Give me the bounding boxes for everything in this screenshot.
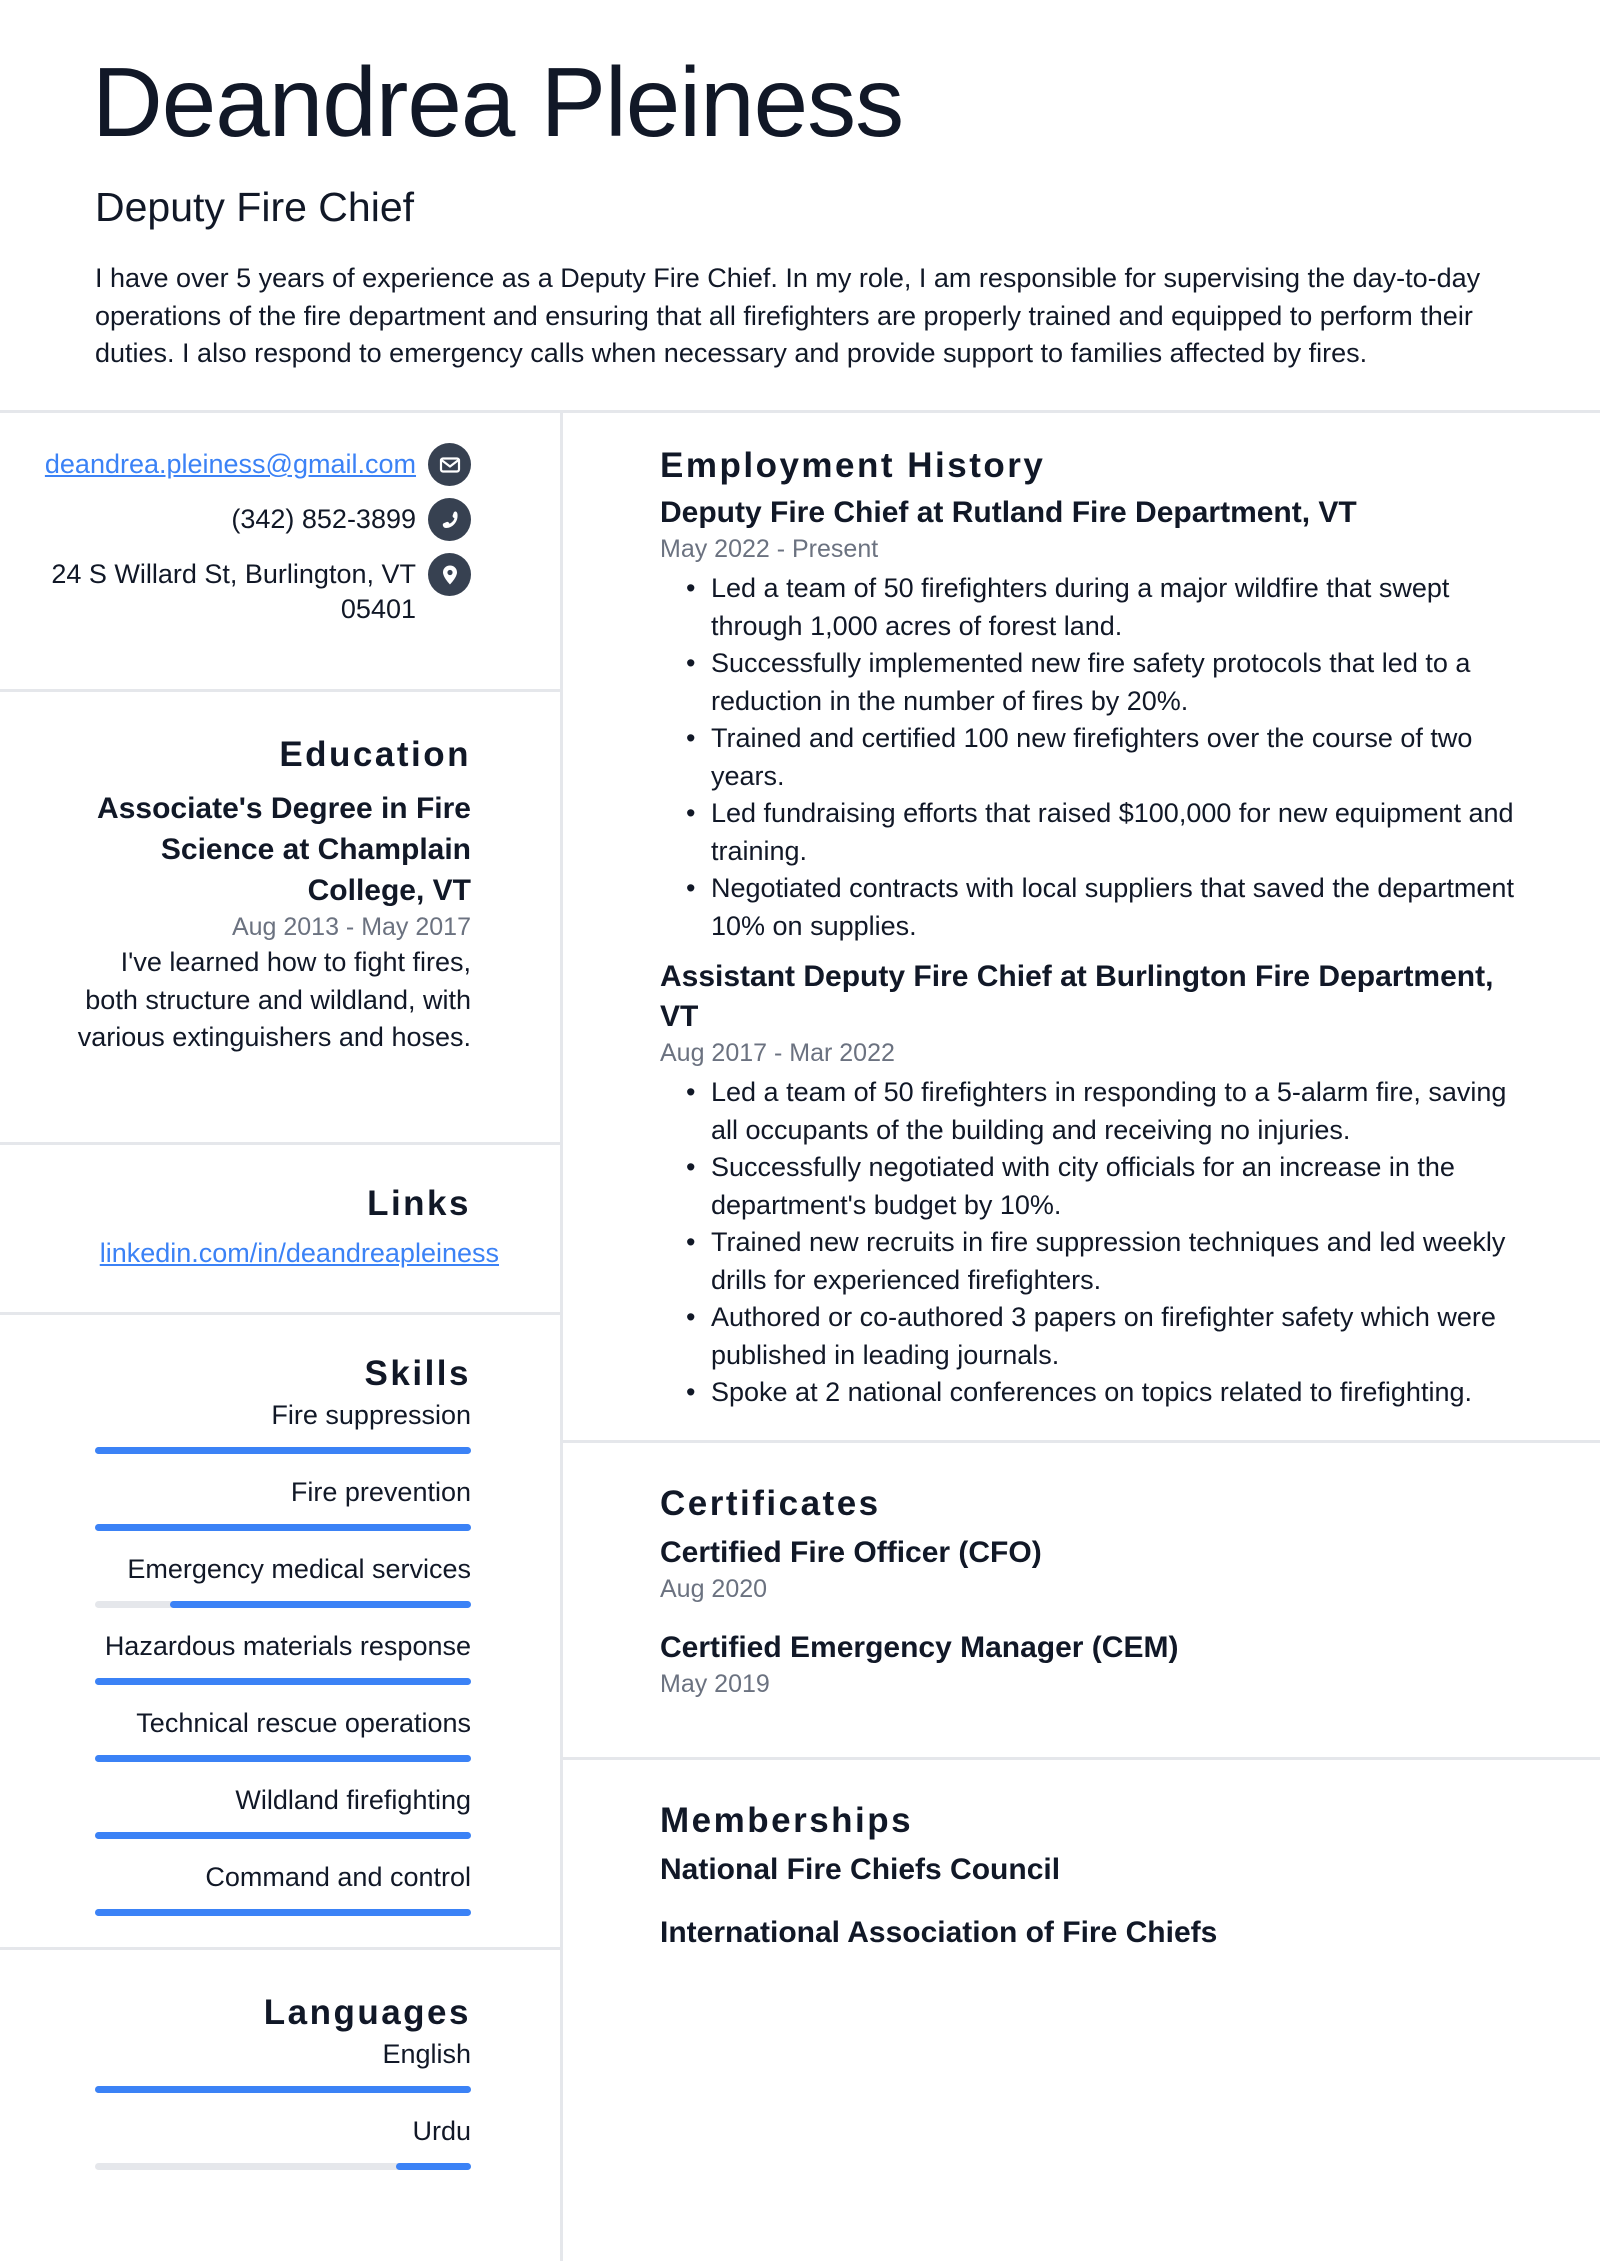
skills-section [0,1315,563,1950]
education-section [0,692,563,1145]
skill-item [95,1705,471,1762]
skill-level-bar [95,1755,471,1762]
address: 24 S Willard St, Burlington, VT 05401 [51,559,416,624]
language-item [95,2036,471,2093]
job-bullet: • Successfully negotiated with city officials for an increase in the department's budget by 10%. [660,1149,1530,1224]
job-bullet: • Trained new recruits in fire suppression techniques and led weekly drills for experienced firefighters. [660,1224,1530,1299]
links-heading: Links [367,1184,471,1223]
candidate-title: Deputy Fire Chief [95,184,415,230]
phone-number: (342) 852-3899 [231,504,416,534]
job-bullet: • Trained and certified 100 new firefighters over the course of two years. [660,720,1530,795]
certificate-date: May 2019 [660,1670,770,1698]
certificate-title: Certified Emergency Manager (CEM) [660,1631,1179,1664]
skill-item [95,1474,471,1531]
job-bullet: • Led a team of 50 firefighters in responding to a 5-alarm fire, saving all occupants of the building and receiving no injuries. [660,1074,1530,1149]
job-bullet: • Led a team of 50 firefighters during a major wildfire that swept through 1,000 acres of forest land. [660,570,1530,645]
language-item [95,2113,471,2170]
skill-item [95,1859,471,1916]
job-dates: May 2022 - Present [660,535,879,563]
contact-email-row [0,443,416,486]
skill-level-bar [95,1524,471,1531]
employment-section [563,413,1600,1443]
contact-phone-row [0,498,416,541]
membership-item: National Fire Chiefs Council [660,1853,1061,1886]
skill-level-bar [95,1601,471,1608]
languages-section [0,1950,563,2261]
language-label: Urdu [412,2116,471,2146]
certificate-date: Aug 2020 [660,1575,768,1603]
job-bullets [660,1074,1530,1412]
language-level-bar [95,2086,471,2093]
certificate-item [660,1533,1530,1606]
skill-label: Command and control [205,1862,471,1892]
job-entry [660,957,1530,1412]
job-dates: Aug 2017 - Mar 2022 [660,1039,895,1067]
sidebar [0,413,563,2261]
languages-heading: Languages [263,1993,471,2032]
main-content [563,413,1600,2261]
skill-level-bar [95,1832,471,1839]
memberships-section [563,1760,1600,2261]
skills-heading: Skills [364,1354,471,1393]
location-pin-icon [428,553,471,596]
skill-level-bar [95,1909,471,1916]
skill-item [95,1397,471,1454]
employment-heading: Employment History [660,446,1046,485]
job-bullet: • Successfully implemented new fire safety protocols that led to a reduction in the number of fires by 20%. [660,645,1530,720]
skill-label: Technical rescue operations [136,1708,471,1738]
phone-icon [428,498,471,541]
skill-item [95,1628,471,1685]
skill-level-bar [95,1678,471,1685]
job-title: Assistant Deputy Fire Chief at Burlington Fire Department, VT [660,960,1494,1033]
job-bullets [660,570,1530,945]
linkedin-link[interactable]: linkedin.com/in/deandreapleiness [99,1238,499,1268]
skill-label: Wildland firefighting [235,1785,471,1815]
education-degree: Associate's Degree in Fire Science at Champlain College, VT [97,792,471,907]
contact-address-row [0,553,416,627]
certificate-title: Certified Fire Officer (CFO) [660,1536,1042,1569]
envelope-icon [428,443,471,486]
language-label: English [382,2039,471,2069]
skill-label: Emergency medical services [127,1554,471,1584]
membership-item: International Association of Fire Chiefs [660,1916,1218,1949]
job-bullet: • Negotiated contracts with local suppliers that saved the department 10% on supplies. [660,870,1530,945]
certificates-section [563,1443,1600,1760]
job-bullet: • Led fundraising efforts that raised $100,000 for new equipment and training. [660,795,1530,870]
skill-label: Fire prevention [290,1477,471,1507]
memberships-heading: Memberships [660,1801,914,1840]
skill-level-bar [95,1447,471,1454]
skill-label: Fire suppression [271,1400,471,1430]
skill-item [95,1782,471,1839]
resume-header [0,0,1600,413]
certificates-heading: Certificates [660,1484,881,1523]
profile-summary: I have over 5 years of experience as a Deputy Fire Chief. In my role, I am responsible for supervising the day-to-day operations of the fire department and ensuring that all firefighters are properly trained and equipped to perform their duties. I also respond to emergency calls when necessary and provide support to families affected by fires. [95,263,1481,368]
skill-item [95,1551,471,1608]
email-link[interactable]: deandrea.pleiness@gmail.com [44,449,416,479]
job-title: Deputy Fire Chief at Rutland Fire Department, VT [660,496,1357,529]
contact-section [0,413,563,692]
education-dates: Aug 2013 - May 2017 [231,913,471,941]
links-section [0,1145,563,1315]
education-heading: Education [279,735,471,774]
job-bullet: • Spoke at 2 national conferences on topics related to firefighting. [660,1374,1530,1412]
education-description: I've learned how to fight fires, both structure and wildland, with various extinguishers and hoses. [77,947,471,1052]
job-bullet: • Authored or co-authored 3 papers on firefighter safety which were published in leading journals. [660,1299,1530,1374]
job-entry [660,493,1530,945]
certificate-item [660,1628,1530,1701]
candidate-name: Deandrea Pleiness [92,47,904,157]
skill-label: Hazardous materials response [104,1631,471,1661]
language-level-bar [95,2163,471,2170]
